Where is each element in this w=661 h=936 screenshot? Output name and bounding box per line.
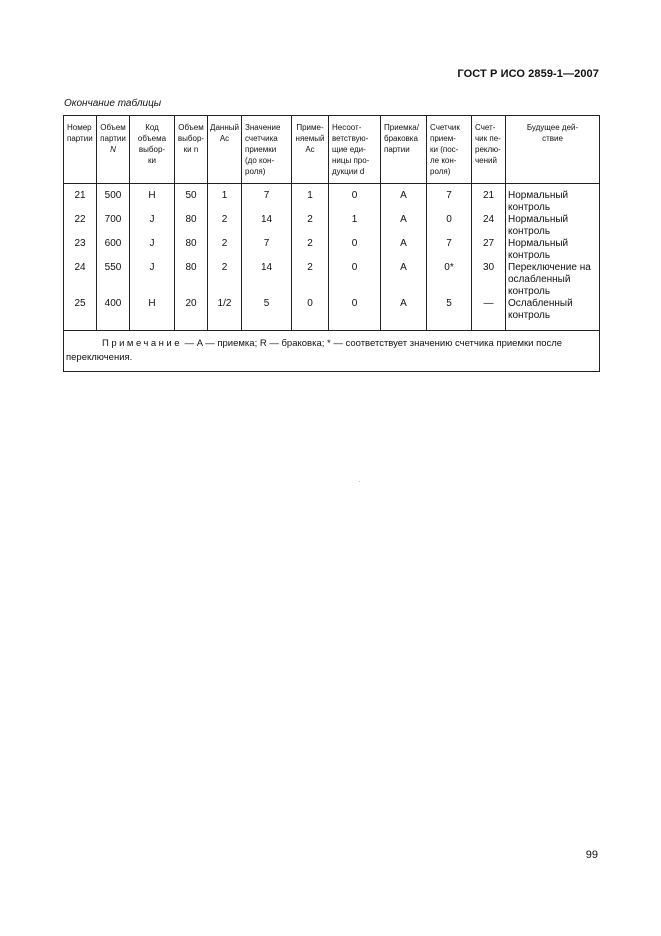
cell-future-action: Нормальный контроль — [506, 238, 600, 262]
scan-speck — [359, 481, 360, 482]
cell-given-ac: 2 — [208, 214, 242, 238]
cell-code: H — [130, 298, 175, 331]
table-caption: Окончание таблицы — [64, 98, 162, 109]
col-header-accept-reject: Приемка/ браковка партии — [381, 116, 427, 184]
cell-switching-score: 21 — [472, 190, 506, 214]
cell-score-before: 14 — [242, 262, 292, 298]
table-note-row — [64, 331, 600, 372]
cell-sample-size: 50 — [175, 190, 208, 214]
cell-applied-ac: 0 — [292, 298, 329, 331]
note-text: — A — приемка; R — браковка; * — соответствует значению счетчика приемки после переключения. — [66, 338, 563, 363]
cell-sample-size: 80 — [175, 238, 208, 262]
cell-applied-ac: 2 — [292, 214, 329, 238]
cell-accept-reject: A — [381, 298, 427, 331]
cell-code: J — [130, 214, 175, 238]
col-header-sample-code: Код объема выбор- ки — [130, 116, 175, 184]
table-note — [64, 331, 600, 372]
cell-code: H — [130, 190, 175, 214]
table-row — [64, 298, 600, 331]
cell-sample-size: 80 — [175, 214, 208, 238]
cell-accept-reject: A — [381, 238, 427, 262]
col-header-nonconforming: Несоот- ветствую- щие еди- ницы про- дукции d — [329, 116, 381, 184]
page-number: 99 — [585, 849, 598, 861]
cell-lot-size: 500 — [97, 190, 130, 214]
cell-score-after: 7 — [427, 190, 472, 214]
col-header-acceptance-score-before: Значение счетчика приемки (до кон- роля) — [242, 116, 292, 184]
cell-given-ac: 2 — [208, 238, 242, 262]
col-header-future-action: Будущее дей- ствие — [506, 116, 600, 184]
cell-code: J — [130, 238, 175, 262]
standard-header: ГОСТ Р ИСО 2859-1—2007 — [457, 68, 599, 80]
cell-score-after: 7 — [427, 238, 472, 262]
cell-accept-reject: A — [381, 190, 427, 214]
cell-switching-score: 30 — [472, 262, 506, 298]
col-header-lot-size: Объем партии N — [97, 116, 130, 184]
cell-score-after: 0 — [427, 214, 472, 238]
cell-switching-score: 27 — [472, 238, 506, 262]
col-header-switching-score: Счет- чик пе- реклю- чений — [472, 116, 506, 184]
cell-sample-size: 80 — [175, 262, 208, 298]
results-table — [63, 115, 600, 372]
cell-switching-score: — — [472, 298, 506, 331]
cell-nonconforming: 1 — [329, 214, 381, 238]
note-heading: Примечание — [102, 338, 182, 349]
col-header-sample-size: Объем выбор- ки n — [175, 116, 208, 184]
col-header-acceptance-score-after: Счетчик прием- ки (пос- ле кон- роля) — [427, 116, 472, 184]
cell-lot: 22 — [64, 214, 97, 238]
cell-lot-size: 550 — [97, 262, 130, 298]
cell-score-before: 14 — [242, 214, 292, 238]
table-header-row — [64, 116, 600, 184]
cell-lot-size: 600 — [97, 238, 130, 262]
cell-accept-reject: A — [381, 262, 427, 298]
cell-accept-reject: A — [381, 214, 427, 238]
cell-score-before: 7 — [242, 238, 292, 262]
cell-code: J — [130, 262, 175, 298]
cell-lot: 24 — [64, 262, 97, 298]
cell-nonconforming: 0 — [329, 262, 381, 298]
cell-lot-size: 400 — [97, 298, 130, 331]
cell-nonconforming: 0 — [329, 298, 381, 331]
table-row — [64, 262, 600, 298]
cell-sample-size: 20 — [175, 298, 208, 331]
cell-score-after: 0* — [427, 262, 472, 298]
table-row — [64, 190, 600, 214]
cell-given-ac: 2 — [208, 262, 242, 298]
cell-future-action: Нормальный контроль — [506, 190, 600, 214]
cell-lot: 25 — [64, 298, 97, 331]
cell-lot: 23 — [64, 238, 97, 262]
cell-score-after: 5 — [427, 298, 472, 331]
cell-applied-ac: 2 — [292, 238, 329, 262]
table-row — [64, 238, 600, 262]
cell-future-action: Ослабленный контроль — [506, 298, 600, 331]
cell-switching-score: 24 — [472, 214, 506, 238]
col-header-lot-number: Номер партии — [64, 116, 97, 184]
cell-score-before: 5 — [242, 298, 292, 331]
cell-future-action: Переключение на ослабленный контроль — [506, 262, 600, 298]
table-row — [64, 214, 600, 238]
col-header-given-ac: Данный Ac — [208, 116, 242, 184]
cell-nonconforming: 0 — [329, 238, 381, 262]
cell-applied-ac: 2 — [292, 262, 329, 298]
cell-lot: 21 — [64, 190, 97, 214]
col-header-applied-ac: Приме- няемый Ac — [292, 116, 329, 184]
cell-lot-size: 700 — [97, 214, 130, 238]
cell-given-ac: 1/2 — [208, 298, 242, 331]
cell-given-ac: 1 — [208, 190, 242, 214]
cell-applied-ac: 1 — [292, 190, 329, 214]
cell-future-action: Нормальный контроль — [506, 214, 600, 238]
cell-nonconforming: 0 — [329, 190, 381, 214]
cell-score-before: 7 — [242, 190, 292, 214]
